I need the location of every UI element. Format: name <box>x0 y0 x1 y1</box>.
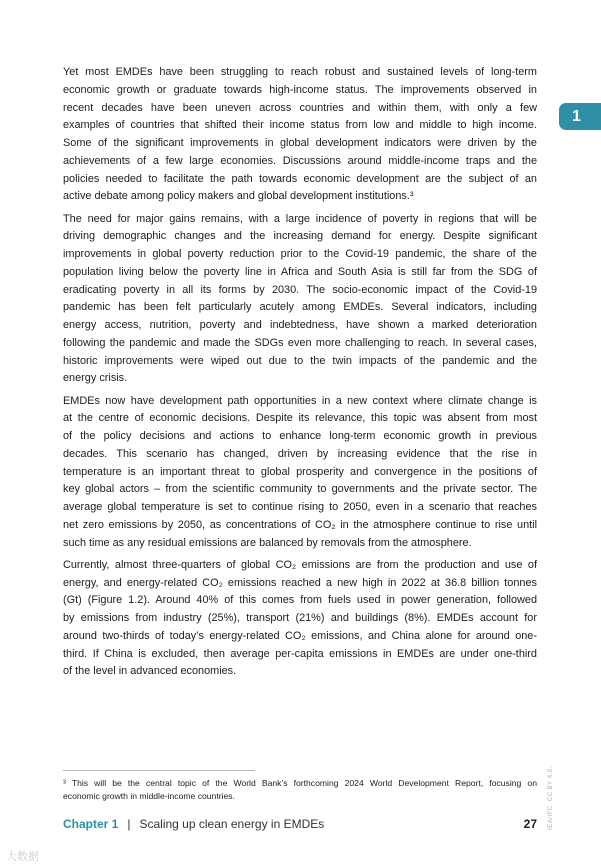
text-line: by emissions from industry (25%), transport (21%) and buildings (8%). EMDEs account for <box>63 612 537 624</box>
text-line: energy, and energy-related CO₂ emissions reached a new high in 2022 at 36.8 billion tonnes <box>63 576 537 589</box>
paragraph <box>63 211 537 389</box>
text-line: Currently, almost three-quarters of global CO₂ emissions are from the production and use of <box>63 558 537 571</box>
text-line: around two-thirds of today’s energy-related CO₂ emissions, and China alone for around one- <box>63 629 537 642</box>
body-text <box>63 64 537 686</box>
text-line: at the centre of economic decisions. Despite its relevance, this topic was absent from most <box>63 412 537 425</box>
paragraph <box>63 557 537 681</box>
footnote-line: economic growth in middle-income countries. <box>63 791 235 801</box>
paragraph <box>63 64 537 206</box>
text-line: active debate among policy makers and global development institutions.³ <box>63 190 414 203</box>
text-line: of the level in advanced economies. <box>63 665 237 678</box>
page-number: 27 <box>523 817 537 831</box>
text-line: driving demographic changes and the increasing demand for energy. Despite significant <box>63 230 537 243</box>
text-line: population living below the poverty line in Africa and South Asia is still far from the SDG of <box>63 265 537 278</box>
text-line: key global actors – from the scientific community to governments and the private sector. The <box>63 483 537 496</box>
chapter-tab: 1 <box>559 103 601 130</box>
text-line: achievements of a few large economies. Discussions around middle-income traps and the <box>63 154 537 167</box>
text-line: The need for major gains remains, with a large incidence of poverty in regions that will be <box>63 212 537 225</box>
text-line: improvements in global poverty reduction prior to the Covid-19 pandemic, the share of the <box>63 248 537 260</box>
text-line: recent decades have been uneven across countries and within them, with only a few <box>63 101 537 114</box>
text-line: decades. This scenario has changed, driven by increasing evidence that the rise in <box>63 447 537 460</box>
footnote-line: ³ This will be the central topic of the World Bank’s forthcoming 2024 World Development Report, focusing on <box>63 778 537 788</box>
text-line: pandemic has been felt particularly acutely among EMDEs. Several indicators, including <box>63 301 537 314</box>
text-line: EMDEs now have development path opportunities in a new context where climate change is <box>63 394 537 407</box>
text-line: historic improvements were wiped out due to the twin impacts of the pandemic and the <box>63 354 537 367</box>
watermark: 大数据 <box>6 851 39 863</box>
text-line: such time as any residual emissions are balanced by removals from the atmosphere. <box>63 536 472 549</box>
text-line: average global temperature is set to continue rising to 2050, even in a scenario that reaches <box>63 501 537 513</box>
text-line: policies needed to facilitate the path towards economic development are the subject of an <box>63 172 537 185</box>
text-line: energy access, nutrition, poverty and indebtedness, have shown a marked deterioration <box>63 319 537 331</box>
text-line: energy crisis. <box>63 372 128 385</box>
text-line: examples of countries that shifted their income status from low and middle to high income. <box>63 119 537 132</box>
text-line: (Gt) (Figure 1.2). Around 40% of this comes from fuels used in power generation, followed <box>63 594 537 607</box>
text-line: eradicating poverty in all its forms by 2030. The socio-economic impact of the Covid-19 <box>63 283 537 296</box>
text-line: of the policy decisions and actions to enhance long-term economic growth in previous <box>63 430 537 442</box>
footer-title: Scaling up clean energy in EMDEs <box>139 817 325 831</box>
text-line: following the pandemic and made the SDGs even more challenging to reach. In several cases, <box>63 336 537 349</box>
text-line: Some of the significant improvements in global development indicators were driven by the <box>63 137 537 149</box>
text-line: Yet most EMDEs have been struggling to reach robust and sustained levels of long-term <box>63 66 537 78</box>
text-line: third. If China is excluded, then average per-capita emissions in EMDEs are under one-third <box>63 647 537 660</box>
footnote <box>63 777 537 803</box>
text-line: economic growth or graduate towards high-income status. The improvements observed in <box>63 83 537 96</box>
text-line: net zero emissions by 2050, as concentrations of CO₂ in the atmosphere continue to rise until <box>63 518 537 531</box>
footer-separator: | <box>127 817 131 831</box>
text-line: temperature is an important threat to global prosperity and convergence in the positions of <box>63 465 537 478</box>
paragraph <box>63 393 537 553</box>
footnote-divider <box>63 770 255 771</box>
license-text: IEA/IFC. CC BY 4.0. <box>548 766 554 830</box>
page-footer <box>63 817 537 831</box>
footer-chapter: Chapter 1 <box>63 817 119 831</box>
